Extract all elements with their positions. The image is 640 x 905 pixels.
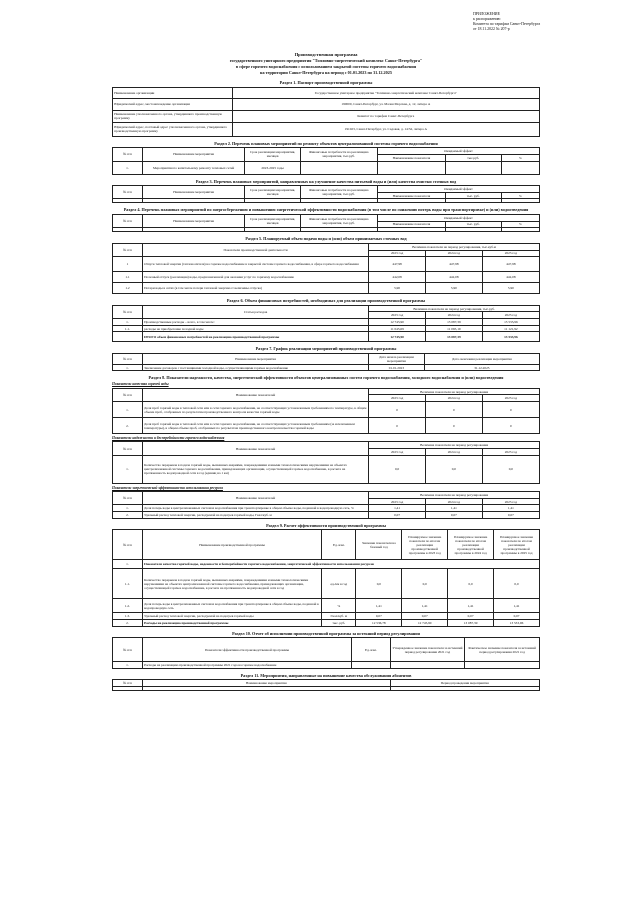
header-cell: тыс. руб. [446, 192, 502, 199]
cell: 1,41 [356, 599, 402, 613]
cell: 31.12.2025 [424, 364, 539, 371]
header-cell: Срок реализации мероприятия, месяцев [245, 148, 301, 161]
year-header: 2025 год [482, 498, 539, 505]
header-cell: № п/п [113, 305, 143, 318]
cell [377, 161, 445, 174]
cell: 13 087,39 [425, 319, 482, 326]
cell: 0,07 [494, 613, 540, 620]
section-title: Раздел 9. Расчет эффективности производственной программы [266, 522, 386, 528]
cell: 0,07 [482, 512, 539, 519]
cell: 442,08 [425, 272, 482, 283]
year-header: 2023 год [369, 395, 426, 402]
cell: Отпуск тепловой энергии (теплоносителя) на горячее водоснабжение в закрытой системе горячего водоснабжения, в сфере горячего водоснабжения [142, 257, 368, 272]
cell [300, 199, 377, 203]
cell: 13 533,96 [482, 319, 539, 326]
cell: 0 [482, 418, 539, 434]
cell: 5,90 [369, 283, 426, 294]
cell: 11 065,19 [425, 325, 482, 332]
cell: 0,0 [402, 569, 448, 599]
header-cell: Наименование мероприятия [142, 148, 244, 161]
header-cell: Наименование показателей [142, 492, 368, 505]
cell [446, 199, 502, 203]
header-cell: № п/п [113, 148, 143, 161]
cell: 0 [425, 418, 482, 434]
year-header: 2025 год [482, 250, 539, 257]
header-cell: Финансовые потребности на реализацию мероприятия, тыс.руб. [300, 148, 377, 161]
header-cell: Планируемое значение показателя по итогам реализации производственной программы в 2025 год [494, 530, 540, 560]
header-cell: тыс. руб. [446, 221, 502, 228]
cell: 11 121,92 [482, 325, 539, 332]
header-cell: Ед. изм. [322, 530, 356, 560]
header-cell: № п/п [113, 215, 143, 228]
cell: 2023-2025 годы [245, 161, 301, 174]
cell [142, 199, 244, 203]
header-cell: Наименование мероприятия [142, 215, 244, 228]
cell: ИТОГО объем финансовых потребностей на реализацию производственной программы [142, 332, 368, 342]
cell: 1.2 [113, 283, 143, 294]
header-cell: № п/п [113, 186, 143, 199]
cell [142, 228, 244, 232]
year-header: 2025 год [482, 449, 539, 456]
cell: 1.1. [113, 569, 143, 599]
cell: 0,0 [494, 569, 540, 599]
header-cell: № п/п [113, 492, 143, 505]
cell: 1. [113, 364, 143, 371]
cell: 2. [113, 619, 143, 626]
cell: 191023, Санкт-Петербург, ул. Садовая, д. 14/52, литера А [232, 122, 539, 136]
efficiency-calc-table [112, 529, 540, 626]
cell: Наименование организации [113, 87, 233, 98]
cell: 447,98 [369, 257, 426, 272]
passport-table [112, 87, 540, 137]
cell: 1. [113, 402, 143, 418]
cell: Потери воды в сетях (в том числе потери тепловой энергии от величины отпуска) [142, 283, 368, 294]
cell: 1 [113, 257, 143, 272]
cell: 0,0 [369, 455, 426, 483]
cell: 1.1. [113, 325, 143, 332]
header-cell: Наименование мероприятия [142, 186, 244, 199]
year-header: 2024 год [425, 449, 482, 456]
header-cell: Планируемое значение показателя по итогам реализации производственной программы в 2024 год [448, 530, 494, 560]
cell: 0 [369, 418, 426, 434]
cell: 13 533,96 [482, 332, 539, 342]
header-cell: Величина показателя на период регулирования [369, 492, 540, 499]
cell: 1. [113, 505, 143, 512]
header-cell: № п/п [113, 388, 143, 401]
cell: 0,0 [448, 569, 494, 599]
cell: 0,07 [369, 512, 426, 519]
cell: 0,0 [356, 569, 402, 599]
year-header: 2024 год [425, 395, 482, 402]
report-table [112, 637, 540, 669]
cell: Заключение договоров с поставщиками холодной воды, осуществляющими горячее водоснабжение [142, 364, 368, 371]
header-cell: тыс.руб. [446, 154, 502, 161]
cell: 442,08 [369, 272, 426, 283]
cell: 13 087,39 [448, 619, 494, 626]
cell: % [322, 599, 356, 613]
section-title: Раздел 5. Планируемый объем подачи воды и (или) объем принимаемых сточных вод [245, 236, 407, 242]
appendix-line: к распоряжению [473, 16, 501, 21]
section-title: Раздел 4. Перечень плановых мероприятий по энергосбережению и повышению энергетической эффективности водоснабжения (в том числе по снижению потерь воды при транспортировке) и (или) водоотведения [123, 207, 529, 213]
cell [300, 161, 377, 174]
cell: 0,0 [482, 455, 539, 483]
cell: 1,41 [425, 505, 482, 512]
section-title: Раздел 1. Паспорт производственной программы [279, 80, 373, 86]
cell: 0 [369, 402, 426, 418]
subsection-title: Показатели качества горячей воды [112, 382, 169, 387]
header-cell: Наименование производственной программы [142, 530, 321, 560]
header-cell: Показатели производственной деятельности [142, 243, 368, 256]
cell: 0,07 [356, 613, 402, 620]
finance-table [112, 305, 540, 343]
cell: 12 745,90 [369, 332, 426, 342]
cell [245, 199, 301, 203]
header-cell: № п/п [113, 353, 143, 364]
cell [377, 199, 445, 203]
year-header: 2025 год [482, 395, 539, 402]
year-header: 2023 год [369, 449, 426, 456]
cell: 1.3. [113, 613, 143, 620]
appendix-line: Комитета по тарифам Санкт-Петербурга [473, 21, 541, 26]
cell: Доля потерь воды в централизованных системах водоснабжения при транспортировке в общем объеме воды, поданной в водопроводную сеть, % [142, 505, 368, 512]
year-header: 2024 год [425, 312, 482, 319]
header-cell: Величина показателя на период регулирования, тыс.куб.м [369, 243, 540, 250]
schedule-table [112, 353, 540, 371]
header-cell: № п/п [113, 638, 143, 662]
cell: 5,90 [482, 283, 539, 294]
section-title: Раздел 8. Показатели надежности, качества, энергетической эффективности объектов централизованных систем горячего водоснабжения, холодного водоснабжения и (или) водоотведения [148, 375, 504, 381]
service-table [112, 679, 540, 691]
cell: 0,07 [448, 613, 494, 620]
cell: 2. [113, 512, 143, 519]
cell: 2. [113, 418, 143, 434]
header-cell: Фактическое значение показателя за истекший период регулирования 2021 год [465, 638, 540, 662]
cell: тыс. руб. [322, 619, 356, 626]
header-cell: Финансовые потребности на реализацию мероприятия, тыс.руб. [300, 186, 377, 199]
program-title [112, 52, 540, 75]
cell: Комитет по тарифам Санкт-Петербурга [232, 110, 539, 122]
cell: Юридический адрес, местонахождение организации [113, 98, 233, 110]
quality-indicators-table [112, 388, 540, 434]
cell: 442,08 [482, 272, 539, 283]
appendix-line: ПРИЛОЖЕНИЕ [473, 12, 500, 16]
header-cell: Наименование показателя [377, 192, 445, 199]
cell: 1.1 [113, 272, 143, 283]
header-cell: № п/п [113, 442, 143, 455]
section-title: Раздел 7. График реализации мероприятий производственной программы [255, 346, 397, 352]
section-title: Раздел 11. Мероприятия, направленные на повышение качества обслуживания абонентов [240, 672, 412, 678]
quality-measures-table [112, 185, 540, 203]
header-cell: Срок реализации мероприятия, месяцев [245, 186, 301, 199]
cell: Полезный отпуск (реализация) воды, предназначенной для оказания услуг по горячему водоснабжению [142, 272, 368, 283]
header-cell: Показатели эффективности производственной программы [142, 638, 351, 662]
cell [113, 332, 143, 342]
year-header: 2023 год [369, 312, 426, 319]
cell [113, 687, 143, 691]
cell [390, 687, 539, 691]
year-header: 2024 год [425, 250, 482, 257]
cell: 1,41 [402, 599, 448, 613]
header-cell: Величина показателя на период регулирования [369, 388, 540, 395]
title-line: государственного унитарного предприятия "Топливно-энергетический комплекс Санкт-Петербурга" [229, 58, 423, 64]
cell [352, 662, 390, 669]
cell [446, 228, 502, 232]
section-title: Раздел 10. Отчет об исполнении производственной программы за истекший период регулирования [232, 630, 420, 636]
header-cell: № п/п [113, 243, 143, 256]
header-cell: Ожидаемый эффект [377, 148, 539, 155]
header-cell: Планируемое значение показателя по итогам реализации производственной программы в 2023 год [402, 530, 448, 560]
cell: 1. [113, 161, 143, 174]
cell: 11 045,69 [369, 325, 426, 332]
subsection-title: Показатели энергетической эффективности использования ресурсов [112, 485, 223, 490]
cell: Расходы на реализацию производственной программы [142, 619, 321, 626]
cell: Доля потерь воды в централизованных системах водоснабжения при транспортировке в общем объеме воды, поданной в водопроводную сеть [142, 599, 321, 613]
cell: 447,98 [425, 257, 482, 272]
cell [501, 228, 539, 232]
header-cell: Наименование показателей [142, 442, 368, 455]
reliability-indicators-table [112, 441, 540, 483]
cell: 0,07 [402, 613, 448, 620]
cell: 447,98 [482, 257, 539, 272]
header-cell: % [501, 154, 539, 161]
energy-measures-table [112, 214, 540, 232]
header-cell: Наименование показателя [377, 154, 445, 161]
cell: 12 536,78 [356, 619, 402, 626]
section-title: Раздел 3. Перечень плановых мероприятий, направленных на улучшение качества питьевой воды и (или) качества очистки сточных вод [195, 178, 457, 184]
cell: 190000, Санкт-Петербург, ул. Малая Морская, д. 12, литера А [232, 98, 539, 110]
cell: Наименование уполномоченного органа, утвердившего производственную программу [113, 110, 233, 122]
header-cell: № п/п [113, 680, 143, 687]
header-cell: Утвержденное значение показателя за истекший период регулирования 2021 год [390, 638, 465, 662]
cell: 1. [113, 455, 143, 483]
cell: Доля проб горячей воды в тепловой сети или в сети горячего водоснабжения, не соответствующих установленным требованиям по температуре, в общем объеме проб, отобранных по результатам производственного контроля качества горячей воды [142, 402, 368, 418]
cell: 0,0 [425, 455, 482, 483]
cell: 1. [113, 319, 143, 326]
title-line: на территории Санкт-Петербурга на период с 01.01.2023 по 31.12.2025 [260, 69, 392, 75]
header-cell: Ед. изм. [352, 638, 390, 662]
header-cell: Наименование мероприятия [142, 680, 390, 687]
header-cell: % [501, 192, 539, 199]
cell [501, 199, 539, 203]
cell [390, 662, 465, 669]
cell: расходы на приобретение холодной воды [142, 325, 368, 332]
section-title: Раздел 2. Перечень плановых мероприятий по ремонту объектов централизованной системы горячего водоснабжения [214, 140, 438, 146]
efficiency-indicators-table [112, 491, 540, 519]
header-cell: Ожидаемый эффект [377, 186, 539, 193]
header-cell: Дата окончания реализации мероприятия [424, 353, 539, 364]
cell: Производственные расходы – всего, в том числе: [142, 319, 368, 326]
cell: Количество перерывов в подаче горячей воды, вызванных авариями, повреждениями и иными технологическими нарушениями на объектах централизованной системы горячего водоснабжения, принадлежащих организации, осуществляющей горячее водоснабжение, в расчете на протяженность водопроводной сети в год [142, 569, 321, 599]
group-cell: Показатели качества горячей воды, надежности и бесперебойности горячего водоснабжения, энергетической эффективности использования ресурсов [142, 560, 539, 569]
cell [501, 161, 539, 174]
cell: 1,41 [448, 599, 494, 613]
cell: 5,90 [425, 283, 482, 294]
cell: 13 087,39 [425, 332, 482, 342]
header-cell: Величина показателя на период регулирования, тыс.руб. [369, 305, 540, 312]
header-cell: Ожидаемый эффект [377, 215, 539, 222]
cell: Удельный расход тепловой энергии, расходуемой на подогрев горячей воды [142, 613, 321, 620]
year-header: 2024 год [425, 498, 482, 505]
header-cell: Финансовые потребности на реализацию мероприятия, тыс.руб. [300, 215, 377, 228]
header-cell: Период проведения мероприятия [390, 680, 539, 687]
cell: 1,41 [369, 505, 426, 512]
cell [245, 228, 301, 232]
header-cell: Срок реализации мероприятия, месяцев [245, 215, 301, 228]
header-cell: Значение показателя на базовый год [356, 530, 402, 560]
title-line: Производственная программа [294, 52, 358, 57]
appendix-line: от 18.11.2022 № 207-р [473, 26, 510, 31]
cell [446, 161, 502, 174]
volume-table [112, 243, 540, 294]
cell: 12 745,90 [402, 619, 448, 626]
header-cell: Статья расходов [142, 305, 368, 318]
cell: Мероприятия по капитальному ремонту тепловых сетей [142, 161, 244, 174]
header-cell: № п/п [113, 530, 143, 560]
cell: ед./км в год [322, 569, 356, 599]
cell: Доля проб горячей воды в тепловой сети или в сети горячего водоснабжения, не соответствующих установленным требованиям (за исключением температуры), в общем объеме проб, отобранных по результатам производственного контроля качества горячей воды [142, 418, 368, 434]
section-title: Раздел 6. Объем финансовых потребностей, необходимых для реализации производственной программы [226, 298, 426, 304]
cell: 1,41 [482, 505, 539, 512]
cell: Количество перерывов в подаче горячей воды, вызванных авариями, повреждениями и иными технологическими нарушениями на объектах централизованной системы горячего водоснабжения, принадлежащих организации, осуществляющей горячее водоснабжение, в расчете на протяженность водопроводной сети в год (единиц на 1 км) [142, 455, 368, 483]
header-cell: Наименование показателя [377, 221, 445, 228]
cell [142, 687, 390, 691]
cell: 1,41 [494, 599, 540, 613]
repair-table [112, 147, 540, 174]
cell [465, 662, 540, 669]
cell: 0,07 [425, 512, 482, 519]
cell: 0 [482, 402, 539, 418]
header-cell: Дата начала реализации мероприятия [369, 353, 425, 364]
document [112, 8, 540, 691]
cell: Государственное унитарное предприятие "Топливно-энергетический комплекс Санкт-Петербурга" [232, 87, 539, 98]
header-cell: Наименование показателей [142, 388, 368, 401]
header-cell: Величина показателя на период регулирования [369, 442, 540, 449]
header-cell: Наименование мероприятия [142, 353, 368, 364]
cell [300, 228, 377, 232]
cell: 13 533,96 [494, 619, 540, 626]
cell: 1. [113, 662, 143, 669]
cell: 0 [425, 402, 482, 418]
cell: Юридический адрес, почтовый адрес уполномоченного органа, утвердившего производственную программу [113, 122, 233, 136]
cell: 1.2. [113, 599, 143, 613]
cell: 1. [113, 560, 143, 569]
cell [113, 228, 143, 232]
year-header: 2025 год [482, 312, 539, 319]
year-header: 2023 год [369, 498, 426, 505]
year-header: 2023 год [369, 250, 426, 257]
cell: Расходы на реализацию производственной программы 2021 года на горячее водоснабжение [142, 662, 351, 669]
header-cell: % [501, 221, 539, 228]
title-line: в сфере горячего водоснабжения с использованием закрытой системы горячего водоснабжения [235, 63, 417, 69]
cell: Гкал/куб. м [322, 613, 356, 620]
cell [377, 228, 445, 232]
cell [113, 199, 143, 203]
subsection-title: Показатели надежности и бесперебойности горячего водоснабжения [112, 436, 225, 441]
cell: 01.01.2023 [369, 364, 425, 371]
cell: Удельный расход тепловой энергии, расходуемой на подогрев горячей воды, Гкал/куб. м [142, 512, 368, 519]
cell: 12 745,90 [369, 319, 426, 326]
